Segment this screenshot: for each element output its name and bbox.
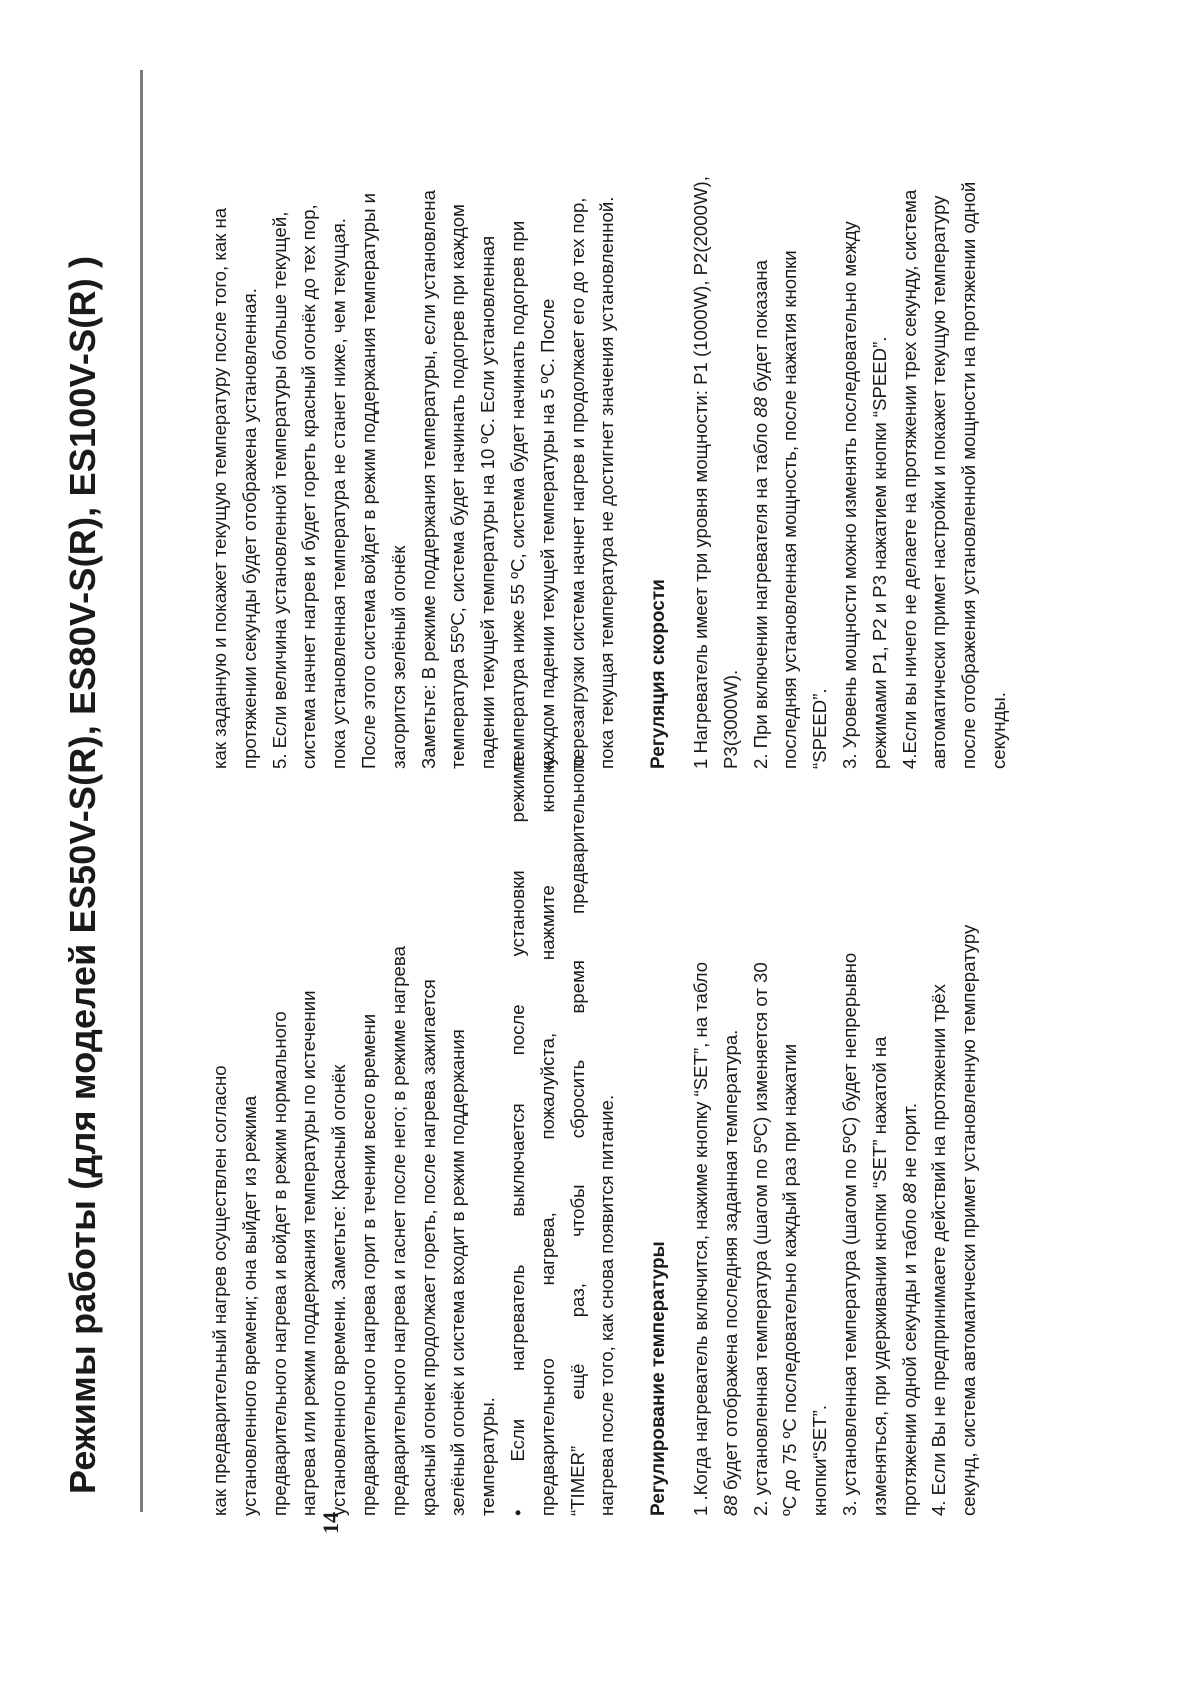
text-line: красный огонек продолжает гореть, после нагрева зажигается [417,979,439,1516]
text-line: нагрева или режим поддержания температуры по истечении [298,990,320,1516]
text-line: предварительного нагрева и войдет в режим нормального [268,1011,290,1516]
text-line: перезагрузки система начнет нагрев и продолжает его до тех пор, [566,197,588,769]
left-column [205,756,984,1516]
text-line: 2. установленная температура (шагом по 5ºC) изменяется от 30 [749,962,771,1516]
section-heading-temperature: Регулирование температуры [648,1241,670,1516]
text-line: 4.Если вы ничего не делаете на протяжении трех секунду, система [898,189,920,769]
item1-pre: 1 .Когда нагреватель включится, нажиме кнопку “SET”, на табло [689,961,711,1516]
text-line: предварительного нагрева горит в течении всего времени [357,1013,379,1516]
speed2-pre: 2. При включении нагревателя на табло [749,417,771,769]
text-line: протяжении секунды будет отображена установленная. [238,288,260,769]
bullet-line: предварительного нагрева, пожалуйста, нажмите кнопку [536,756,558,1516]
section-heading-speed: Регуляция скорости [648,579,670,769]
text-line: 3. Уровень мощности можно изменять последовательно между [838,221,860,769]
text-line: 4. Если Вы не предпринимаете действий на протяжении трёх [928,984,950,1516]
text-line: 1 Нагреватель имеет три уровня мощности: P1 (1000W), P2(2000W), [689,176,711,769]
text-line: “SPEED”. [809,688,831,769]
bullet-line: нагрева после того, как снова появится питание. [596,1094,618,1516]
text-line: После этого система войдет в режим поддержания температуры и [357,192,379,769]
text-line: температура 55ºC, система будет начинать подогрев при каждом [447,204,469,769]
text-line: Заметьте: В режиме поддержания температуры, если установлена [417,190,439,769]
text-line: падении текущей температуры на 10 ºC. Если установленная [477,235,499,769]
text-line: ºC до 75 ºC последовательно каждый раз при нажатии [779,1043,801,1516]
text-line: предварительного нагрева и гаснет после него; в режиме нагрева [387,946,409,1516]
text-line: кнопки“SET”. [809,1404,831,1516]
text-line: температуры. [477,1397,499,1516]
text-line: пока установленная температура не станет ниже, чем текущая. [328,218,350,769]
text-line: последняя установленная мощность, после нажатия кнопки [779,250,801,769]
text-line [746,49,776,769]
text-line: секунды. [987,692,1009,769]
page-title: Режимы работы (для моделей ES50V-S(R), ES80V-S(R), ES100V-S(R) ) [62,255,103,1494]
text-line: после отображения установленной мощности на протяжении одной [958,181,980,769]
bullet-line: “TIMER” ещё раз, чтобы сбросить время предварительного [566,756,588,1516]
display-88: 88 [898,1182,920,1204]
text-line: загорится зелёный огонёк [387,545,409,769]
text-line: P3(3000W). [719,669,741,769]
display-88: 88 [749,396,771,418]
item1-post: будет отображена последняя заданная температура. [719,1029,741,1496]
text-line: как заданную и покажет текущую температуру после того, как на [209,207,230,769]
text-line [895,756,925,1516]
text-line: режимами P1, P2 и P3 нажатием кнопки “SPEED”. [868,336,890,769]
text-line: каждом падении текущей температуры на 5 ºC. После [536,298,558,769]
title-divider [140,70,143,1512]
text-line: как предварительный нагрев осуществлен согласно [209,1065,230,1516]
right-column [205,49,1014,769]
speed2-post: будет показана [749,260,771,397]
text-line: зелёный огонёк и система входит в режим поддержания [447,1029,469,1516]
text-line: изменяться, при удерживании кнопки “SET” нажатой на [868,1036,890,1516]
item3-post: не горит. [898,1102,920,1183]
item3-pre: протяжении одной секунды и табло [898,1203,920,1516]
text-line [716,756,746,1516]
text-line: установленного времени. Заметьте: Красный огонёк [328,1064,350,1516]
text-line: 3. установленная температура (шагом по 5ºC) будет непрерывно [838,952,860,1516]
text-line: автоматически примет настройки и покажет текущую температуру [928,195,950,769]
text-line: установленного времени; она выйдет из режима [238,1095,260,1516]
display-88: 88 [719,1495,741,1516]
text-line: пока текущая температура не достигнет значения установленной. [596,196,618,769]
text-line: система начнет нагрев и будет гореть красный огонёк до тех пор, [298,204,320,769]
text-line: температура ниже 55 ºC, система будет начинать подогрев при [506,220,528,769]
bullet-line: • Если нагреватель выключается после установки режима [506,756,528,1516]
text-line [686,756,716,1516]
page-number: 14 [318,1512,343,1534]
text-line: 5. Если величина установленной температуры больше текущей, [268,211,290,769]
text-line: секунд, система автоматически примет установленную температуру [958,924,980,1516]
